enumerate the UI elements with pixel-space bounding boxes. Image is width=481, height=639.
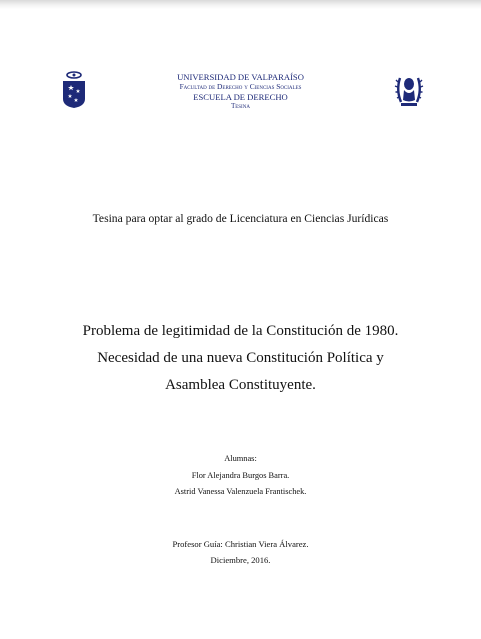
document-type: Tesina bbox=[231, 103, 250, 110]
author-name: Astrid Vanessa Valenzuela Frantischek. bbox=[174, 487, 307, 496]
title-line: Necesidad de una nueva Constitución Política y bbox=[97, 350, 384, 366]
author-name: Flor Alejandra Burgos Barra. bbox=[191, 471, 290, 480]
authors-block bbox=[0, 451, 481, 500]
university-shield-icon bbox=[61, 71, 87, 109]
school-name: ESCUELA DE DERECHO bbox=[193, 92, 288, 102]
submission-date: Diciembre, 2016. bbox=[210, 555, 271, 565]
law-school-emblem-icon bbox=[394, 72, 424, 108]
advisor-name: Profesor Guía: Christian Viera Álvarez. bbox=[172, 539, 309, 549]
advisor-block bbox=[0, 536, 481, 568]
authors-label: Alumnas: bbox=[224, 454, 257, 463]
thesis-title bbox=[0, 318, 481, 399]
title-line: Asamblea Constituyente. bbox=[165, 377, 316, 393]
university-name: UNIVERSIDAD DE VALPARAÍSO bbox=[177, 72, 304, 82]
faculty-name: Facultad de Derecho y Ciencias Sociales bbox=[179, 82, 302, 91]
degree-statement: Tesina para optar al grado de Licenciatura en Ciencias Jurídicas bbox=[92, 212, 389, 225]
title-line: Problema de legitimidad de la Constitución de 1980. bbox=[82, 323, 399, 339]
institution-header bbox=[120, 72, 361, 112]
